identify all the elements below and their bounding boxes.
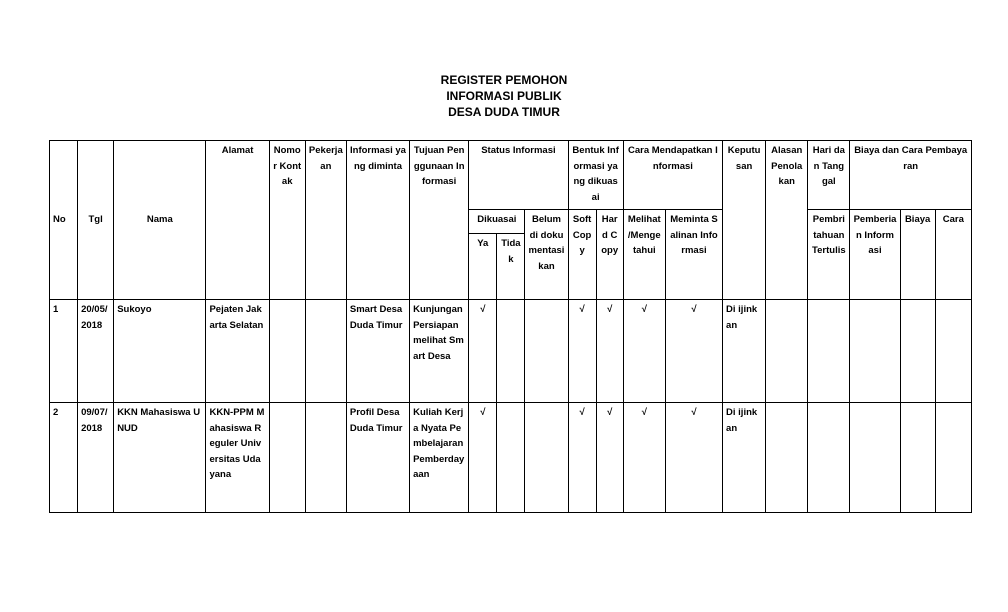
header-keputusan: Keputusan: [723, 141, 766, 300]
cell-pekerjaan: [305, 403, 346, 513]
cell-cara: [935, 300, 971, 403]
header-nama: Nama: [114, 141, 206, 300]
header-biaya-cara-pembayaran: Biaya dan Cara Pembayaran: [850, 141, 972, 210]
cell-pekerjaan: [305, 300, 346, 403]
cell-biaya: [900, 403, 935, 513]
cell-biaya: [900, 300, 935, 403]
cell-nama: KKN Mahasiswa UNUD: [114, 403, 206, 513]
header-pekerjaan: Pekerjaan: [305, 141, 346, 300]
cell-nomor-kontak: [269, 403, 305, 513]
cell-ya-check: √: [469, 300, 497, 403]
title-line-1: REGISTER PEMOHON: [440, 73, 568, 87]
header-alasan-penolakan: Alasan Penolakan: [766, 141, 808, 300]
header-soft-copy: Soft Copy: [568, 210, 596, 300]
cell-tidak: [497, 300, 525, 403]
cell-informasi: Profil Desa Duda Timur: [346, 403, 409, 513]
cell-tidak: [497, 403, 525, 513]
header-row-top: [50, 141, 972, 210]
cell-alamat: Pejaten Jakarta Selatan: [206, 300, 269, 403]
cell-alasan: [766, 300, 808, 403]
cell-keputusan: Di ijinkan: [723, 300, 766, 403]
cell-pemberitahuan: [808, 300, 850, 403]
cell-hard-check: √: [596, 300, 623, 403]
cell-informasi: Smart Desa Duda Timur: [346, 300, 409, 403]
header-cara: Cara: [935, 210, 971, 300]
header-no: No: [50, 141, 78, 300]
cell-no: 1: [50, 300, 78, 403]
cell-belum: [525, 403, 568, 513]
cell-soft-check: √: [568, 300, 596, 403]
cell-melihat-check: √: [623, 403, 665, 513]
cell-melihat-check: √: [623, 300, 665, 403]
header-hari-tanggal: Hari dan Tanggal: [808, 141, 850, 210]
table-row: [50, 403, 972, 513]
title-line-2: INFORMASI PUBLIK: [446, 89, 562, 103]
cell-nomor-kontak: [269, 300, 305, 403]
register-table: [49, 140, 972, 513]
header-biaya: Biaya: [900, 210, 935, 300]
cell-tgl: 20/05/2018: [78, 300, 114, 403]
header-informasi-diminta: Informasi yang diminta: [346, 141, 409, 300]
cell-soft-check: √: [568, 403, 596, 513]
cell-hard-check: √: [596, 403, 623, 513]
title-line-3: DESA DUDA TIMUR: [448, 105, 560, 119]
table-row: [50, 300, 972, 403]
header-bentuk-informasi: Bentuk Informasi yang dikuasai: [568, 141, 623, 210]
header-status-informasi: Status Informasi: [469, 141, 568, 210]
header-belum-didokumentasikan: Belum di dokumentasikan: [525, 210, 568, 300]
header-cara-mendapatkan: Cara Mendapatkan Informasi: [623, 141, 722, 210]
header-tidak: Tidak: [497, 234, 525, 300]
cell-nama: Sukoyo: [114, 300, 206, 403]
header-melihat: Melihat /Mengetahui: [623, 210, 665, 300]
header-alamat: Alamat: [206, 141, 269, 300]
cell-tujuan: Kunjungan Persiapan melihat Smart Desa: [410, 300, 469, 403]
cell-alamat: KKN-PPM Mahasiswa Reguler Universitas Udayana: [206, 403, 269, 513]
cell-belum: [525, 300, 568, 403]
cell-salinan-check: √: [665, 403, 722, 513]
header-nomor-kontak: Nomor Kontak: [269, 141, 305, 300]
document-title: [0, 72, 1008, 120]
header-meminta-salinan: Meminta Salinan Informasi: [665, 210, 722, 300]
header-dikuasai: Dikuasai: [469, 210, 525, 234]
header-pemberitahuan-tertulis: Pembritahuan Tertulis: [808, 210, 850, 300]
header-tujuan: Tujuan Penggunaan Informasi: [410, 141, 469, 300]
cell-pemberian: [850, 403, 900, 513]
cell-pemberian: [850, 300, 900, 403]
cell-ya-check: √: [469, 403, 497, 513]
cell-tujuan: Kuliah Kerja Nyata Pembelajaran Pemberdayaan: [410, 403, 469, 513]
cell-pemberitahuan: [808, 403, 850, 513]
header-tgl: Tgl: [78, 141, 114, 300]
header-hard-copy: Hard Copy: [596, 210, 623, 300]
cell-no: 2: [50, 403, 78, 513]
cell-salinan-check: √: [665, 300, 722, 403]
cell-keputusan: Di ijinkan: [723, 403, 766, 513]
cell-alasan: [766, 403, 808, 513]
cell-tgl: 09/07/2018: [78, 403, 114, 513]
header-pemberian-informasi: Pemberian Informasi: [850, 210, 900, 300]
header-ya: Ya: [469, 234, 497, 300]
cell-cara: [935, 403, 971, 513]
